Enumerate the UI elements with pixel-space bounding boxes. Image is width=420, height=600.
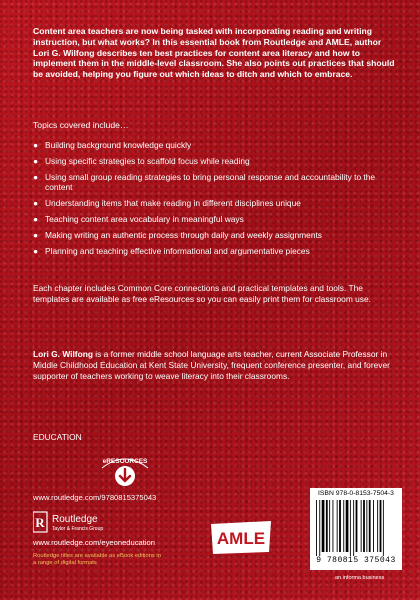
eresources-label: eRESOURCES xyxy=(102,458,148,465)
topic-text: Using specific strategies to scaffold focus while reading xyxy=(45,155,250,166)
barcode-bar xyxy=(373,500,374,552)
ebook-note: Routledge titles are available as eBook editions in a range of digital formats xyxy=(33,553,161,567)
author-bio xyxy=(33,349,395,381)
book-url[interactable]: www.routledge.com/9780815375043 xyxy=(33,493,157,502)
barcode-bar xyxy=(319,500,320,556)
bullet-icon: ● xyxy=(33,155,39,166)
barcode-bar xyxy=(361,500,362,552)
isbn-label: ISBN 978-0-8153-7504-3 xyxy=(318,490,394,497)
amle-logo xyxy=(208,519,274,555)
topic-text: Building background knowledge quickly xyxy=(45,140,192,150)
barcode-bar xyxy=(339,500,341,552)
barcode-bar xyxy=(333,500,334,552)
barcode-bar xyxy=(329,500,330,552)
barcode-bar xyxy=(316,500,317,556)
barcode-bar xyxy=(343,500,344,552)
barcode xyxy=(310,488,402,570)
author-bio-text: is a former middle school language arts teacher, current Associate Professor in Middle Childhood Education at Kent State University, frequent conference presenter, and forever supporter of teachers working to weave literacy into their classrooms. xyxy=(33,349,390,381)
bullet-icon: ● xyxy=(33,245,39,256)
routledge-logo xyxy=(33,511,123,533)
routledge-name: Routledge xyxy=(52,514,98,525)
topic-text: Planning and teaching effective informational and argumentative pieces xyxy=(45,245,310,256)
topic-text: Teaching content area vocabulary in meaningful ways xyxy=(45,213,244,224)
routledge-emblem-icon xyxy=(33,511,123,533)
barcode-bar xyxy=(363,500,365,552)
barcode-bar xyxy=(353,500,354,556)
barcode-digits: 9 780815 375043 xyxy=(316,556,396,565)
bullet-icon: ● xyxy=(33,229,39,240)
book-blurb: Content area teachers are now being tasked with incorporating reading and writing instruction, but what works? In this essential book from Routledge and AMLE, author Lori G. Wilfong describes ten best practices for content area literacy and how to implement them in the middle-level classroom. She also points out practices that should be avoided, helping you figure out which ideas to ditch and which to embrace. xyxy=(33,26,395,80)
barcode-bar xyxy=(366,500,367,552)
topics-list xyxy=(33,140,395,261)
routledge-tagline: Taylor & Francis Group xyxy=(52,526,104,532)
list-item xyxy=(33,156,395,167)
topics-heading: Topics covered include… xyxy=(33,120,129,130)
bullet-icon: ● xyxy=(33,140,39,150)
list-item xyxy=(33,214,395,225)
list-item xyxy=(33,140,395,151)
bullet-icon: ● xyxy=(33,213,39,224)
informa-tagline: an informa business xyxy=(335,575,385,581)
barcode-bar xyxy=(326,500,328,552)
barcode-bar xyxy=(337,500,338,552)
topic-text: Making writing an authentic process through daily and weekly assignments xyxy=(45,229,322,240)
barcode-bars xyxy=(314,500,398,556)
list-item xyxy=(33,172,395,194)
barcode-bar xyxy=(322,500,325,552)
barcode-bar xyxy=(369,500,371,552)
topic-text: Understanding items that make reading in different disciplines unique xyxy=(45,198,301,209)
topic-text: Using small group reading strategies to bring personal response and accountability to the content xyxy=(45,171,376,193)
list-item xyxy=(33,230,395,241)
barcode-bar xyxy=(346,500,349,552)
chapter-note: Each chapter includes Common Core connections and practical templates and tools. The templates are available as free eResources so you can easily print them for classroom use. xyxy=(33,283,371,304)
barcode-bar xyxy=(356,500,358,552)
category-label: EDUCATION xyxy=(33,432,82,442)
bullet-icon: ● xyxy=(33,198,39,209)
eye-on-education-url[interactable]: www.routledge.com/eyeoneducation xyxy=(33,538,155,547)
list-item xyxy=(33,198,395,209)
author-name: Lori G. Wilfong xyxy=(33,349,93,359)
svg-text:R: R xyxy=(35,515,45,530)
amle-label: AMLE xyxy=(216,529,266,548)
bullet-icon: ● xyxy=(33,171,39,182)
barcode-bar xyxy=(377,500,378,552)
eresources-icon xyxy=(98,452,152,488)
barcode-bar xyxy=(350,500,351,556)
barcode-bar xyxy=(383,500,384,556)
list-item xyxy=(33,246,395,257)
barcode-bar xyxy=(380,500,382,552)
